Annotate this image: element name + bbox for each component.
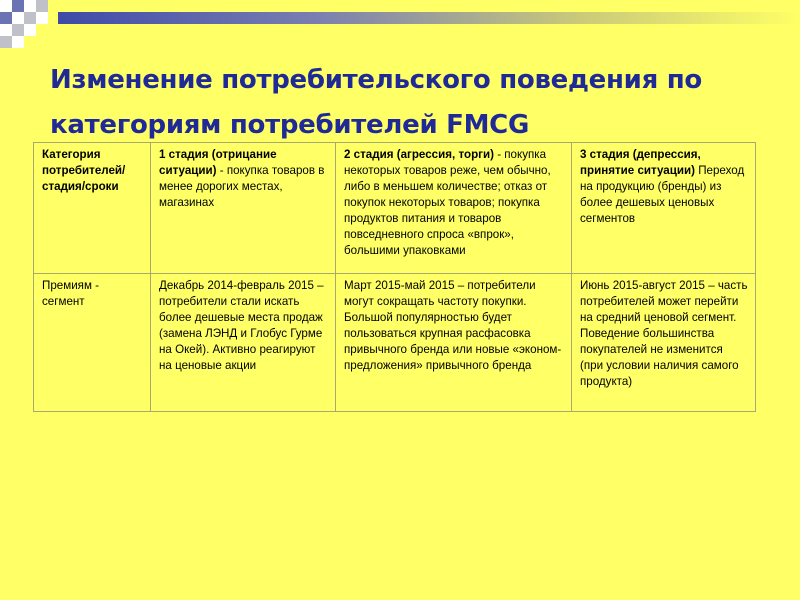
decor-square	[0, 36, 12, 48]
decor-square	[24, 0, 36, 12]
decor-square	[24, 12, 36, 24]
decor-square	[12, 36, 24, 48]
header-cell: 3 стадия (депрессия, принятие ситуации) Переход на продукцию (бренды) из более дешевых ценовых сегментов	[572, 143, 756, 274]
decor-square	[0, 0, 12, 12]
table-cell: Март 2015-май 2015 – потребители могут сокращать частоту покупки. Большой популярностью будет пользоваться крупная расфасовка привычного бренда или новые «эконом-предложения» привычного бренда	[336, 274, 572, 412]
decor-square	[36, 12, 48, 24]
header-gradient-bar	[58, 12, 800, 24]
header-cell: 1 стадия (отрицание ситуации) - покупка товаров в менее дорогих местах, магазинах	[151, 143, 336, 274]
decor-square	[24, 24, 36, 36]
decor-square	[12, 0, 24, 12]
decor-square	[36, 0, 48, 12]
table-header-row	[34, 143, 756, 274]
decor-square	[12, 24, 24, 36]
decor-square	[0, 24, 12, 36]
header-cell: 2 стадия (агрессия, торги) - покупка некоторых товаров реже, чем обычно, либо в меньшем количестве; отказ от покупок некоторых товаров; покупка продуктов питания и товаров повседневного спроса «впрок», большими упаковками	[336, 143, 572, 274]
slide-title: Изменение потребительского поведения по категориям потребителей FMCG	[50, 65, 702, 140]
header-cell: Категория потребителей/ стадия/сроки	[34, 143, 151, 274]
table-cell: Декабрь 2014-февраль 2015 – потребители стали искать более дешевые места продаж (замена ЛЭНД и Глобус Гурме на Окей). Активно реагируют на ценовые акции	[151, 274, 336, 412]
decor-square	[12, 12, 24, 24]
decor-square	[0, 12, 12, 24]
stages-table	[33, 142, 756, 412]
table-row	[34, 274, 756, 412]
table-cell: Премиям - сегмент	[34, 274, 151, 412]
table-cell: Июнь 2015-август 2015 – часть потребителей может перейти на средний ценовой сегмент. Поведение большинства покупателей не изменится (при условии наличия самого продукта)	[572, 274, 756, 412]
